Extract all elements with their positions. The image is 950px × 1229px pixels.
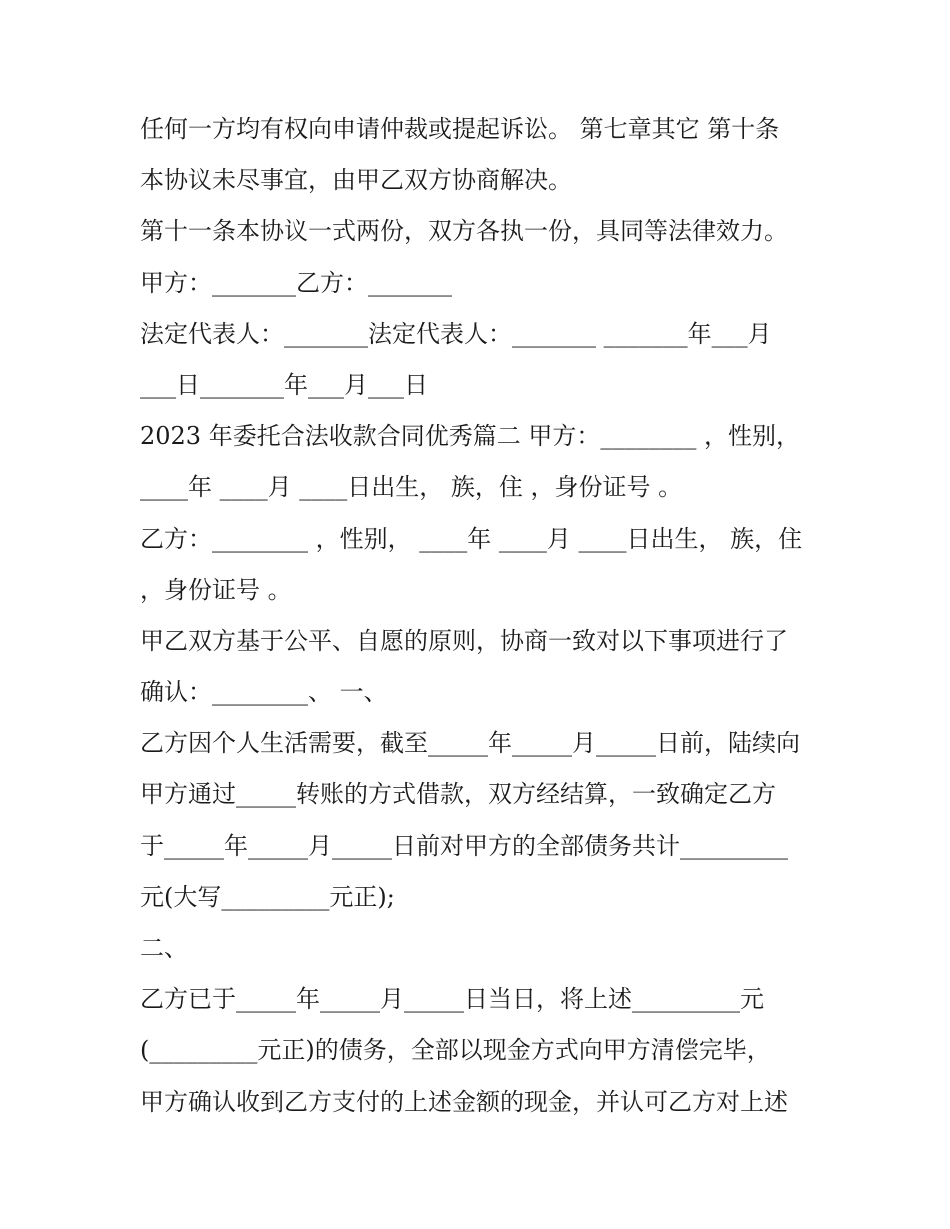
- text-line: ，身份证号 。: [140, 575, 292, 604]
- text-line: 乙方已于_____年_____月_____日当日，将上述_________元: [140, 985, 764, 1014]
- document-body: [140, 104, 830, 1128]
- text-line: 第十一条本协议一式两份，双方各执一份，具同等法律效力。: [140, 217, 788, 246]
- text-line: 二、: [140, 934, 188, 962]
- text-line: 乙方因个人生活需要，截至_____年_____月_____日前，陆续向: [140, 729, 800, 758]
- text-line: 本协议未尽事宜，由甲乙双方协商解决。: [140, 166, 572, 195]
- text-line: 甲方通过_____转账的方式借款，双方经结算，一致确定乙方: [140, 780, 776, 809]
- text-line: 2023 年委托合法收款合同优秀篇二 甲方：________ ，性别，: [140, 422, 800, 451]
- text-line: 元(大写_________元正);: [140, 882, 395, 911]
- text-line: 乙方：________ ，性别， ____年 ____月 ____日出生， 族，住: [140, 524, 803, 553]
- text-line: 任何一方均有权向申请仲裁或提起诉讼。 第七章其它 第十条: [140, 115, 780, 143]
- text-line: 法定代表人：_______法定代表人：_______ _______年___月: [140, 319, 772, 348]
- text-line: 于_____年_____月_____日前对甲方的全部债务共计_________: [140, 831, 788, 860]
- text-line: 甲方确认收到乙方支付的上述金额的现金，并认可乙方对上述: [140, 1087, 788, 1116]
- text-line: ____年 ____月 ____日出生， 族，住 ，身份证号 。: [140, 473, 683, 502]
- text-line: 甲方：_______乙方：_______: [140, 268, 452, 297]
- text-line: 甲乙双方基于公平、自愿的原则，协商一致对以下事项进行了: [140, 626, 788, 655]
- text-line: ___日_______年___月___日: [140, 370, 428, 399]
- text-line: (_________元正)的债务，全部以现金方式向甲方清偿完毕，: [140, 1036, 771, 1065]
- text-line: 确认：________、 一、: [140, 678, 388, 707]
